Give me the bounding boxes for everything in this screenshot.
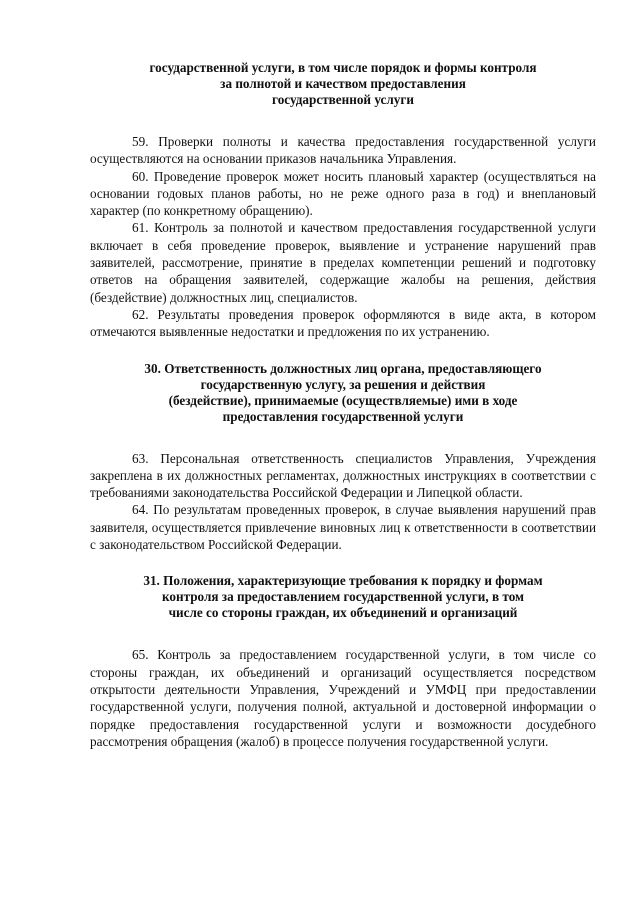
heading-line: (бездействие), принимаемые (осуществляемые) ими в ходе	[168, 392, 518, 408]
section-29-heading-tail	[90, 60, 596, 108]
paragraph-64: 64. По результатам проведенных проверок, в случае выявления нарушений прав заявителя, осуществляется привлечение виновных лиц к ответственности в соответствии с законодательством Российской Федерации.	[90, 502, 596, 553]
paragraph-63: 63. Персональная ответственность специалистов Управления, Учреждения закреплена в их должностных регламентах, должностных инструкциях в соответствии с требованиями законодательства Российской Федерации и Липецкой области.	[90, 450, 596, 501]
heading-line: за полнотой и качеством предоставления	[220, 76, 466, 91]
heading-line: государственной услуги, в том числе порядок и формы контроля	[149, 60, 537, 75]
heading-line: контроля за предоставлением государственной услуги, в том	[161, 589, 525, 605]
paragraph-59: 59. Проверки полноты и качества предоставления государственной услуги осуществляются на основании приказов начальника Управления.	[90, 134, 596, 167]
paragraph-61: 61. Контроль за полнотой и качеством предоставления государственной услуги включает в себя проведение проверок, выявление и устранение нарушений прав заявителей, рассмотрение, принятие в пределах компетенции решений и подготовку ответов на обращения заявителей, содержащие жалобы на решения, действия (бездействие) должностных лиц, специалистов.	[90, 220, 596, 305]
section-31-heading	[90, 573, 596, 621]
paragraph-65: 65. Контроль за предоставлением государственной услуги, в том числе со стороны граждан, их объединений и организаций осуществляется посредством открытости деятельности Управления, Учреждений и УМФЦ при предоставлении государственной услуги, получения полной, актуальной и достоверной информации о порядке предоставления государственной услуги и возможности досудебного рассмотрения обращения (жалоб) в процессе получения государственной услуги.	[90, 647, 596, 749]
heading-line: числе со стороны граждан, их объединений и организаций	[168, 605, 518, 621]
paragraph-62: 62. Результаты проведения проверок оформляются в виде акта, в котором отмечаются выявленные недостатки и предложения по их устранению.	[90, 306, 596, 340]
paragraph-60: 60. Проведение проверок может носить плановый характер (осуществляться на основании годовых планов работы, но не реже одного раза в год) и внеплановый характер (по конкретному обращению).	[90, 168, 596, 219]
heading-line: 31. Положения, характеризующие требования к порядку и формам	[143, 573, 543, 589]
heading-line: государственной услуги	[272, 92, 414, 107]
heading-line: государственную услугу, за решения и действия	[200, 376, 486, 392]
document-page	[90, 60, 596, 750]
section-30-heading	[90, 361, 596, 425]
heading-line: предоставления государственной услуги	[222, 408, 464, 424]
heading-line: 30. Ответственность должностных лиц органа, предоставляющего	[144, 360, 542, 376]
